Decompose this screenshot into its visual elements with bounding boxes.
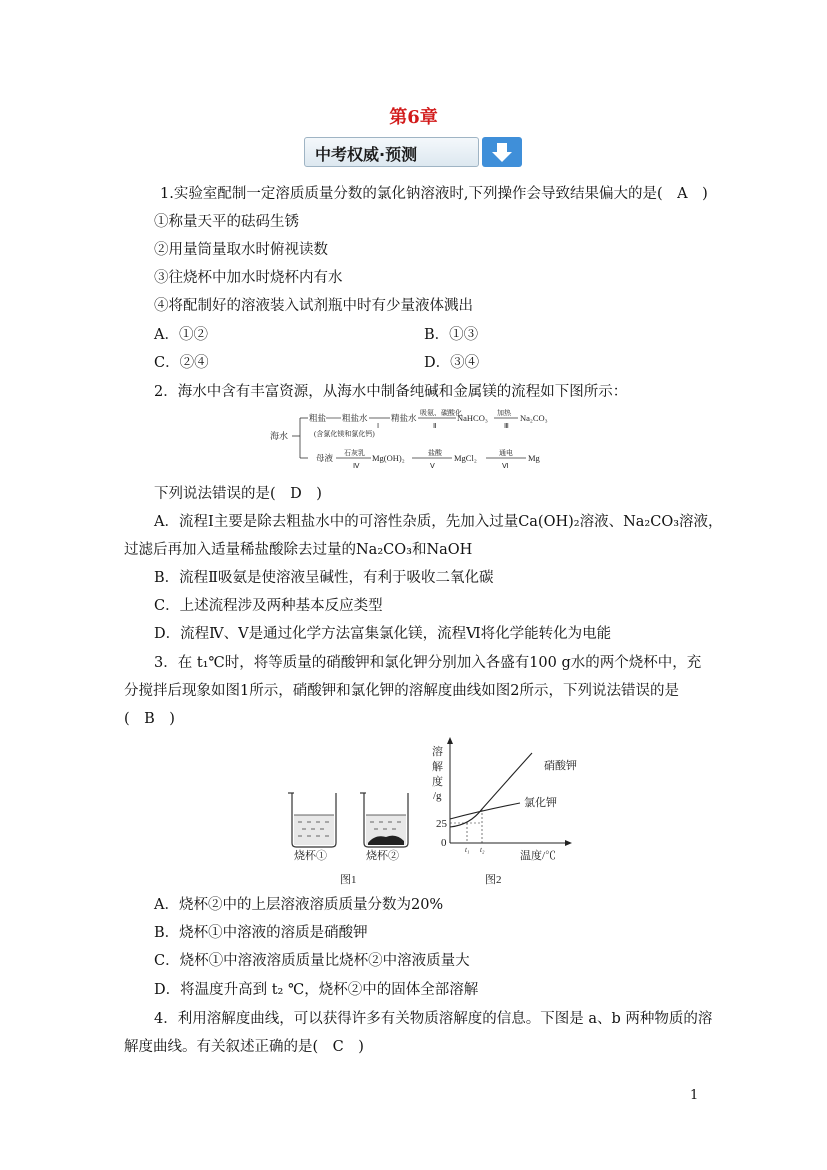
flow-mother-liquor: 母液 <box>316 453 334 463</box>
down-arrow-icon <box>482 137 522 167</box>
x-axis-label: 温度/℃ <box>520 850 557 862</box>
q2-option-c: C．上述流程涉及两种基本反应类型 <box>154 598 383 614</box>
beaker-2-label: 烧杯② <box>366 850 399 862</box>
q3-stem-3: ( B ) <box>124 711 175 727</box>
y-label-4: /g <box>433 790 442 802</box>
q1-option-c: C．②④ <box>154 355 209 371</box>
q3-figures <box>280 735 580 890</box>
flow-crude-salt: 粗盐 <box>309 413 327 423</box>
y-tick-25: 25 <box>436 818 447 830</box>
kcl-label: 氯化钾 <box>524 797 557 809</box>
q2-option-a-2: 过滤后再加入适量稀盐酸除去过量的Na₂CO₃和NaOH <box>124 542 473 558</box>
beaker-1-label: 烧杯① <box>294 850 327 862</box>
t2-label: t₂ <box>480 846 485 854</box>
flow-mg: Mg <box>528 453 540 463</box>
flow-step-1: Ⅰ <box>377 422 380 430</box>
q3-option-b: B．烧杯①中溶液的溶质是硝酸钾 <box>154 925 368 941</box>
flow-step-5: Ⅴ <box>430 462 435 470</box>
t1-label: t₁ <box>465 846 470 854</box>
q2-ask: 下列说法错误的是( D ) <box>154 486 322 502</box>
origin-label: 0 <box>441 837 447 849</box>
q3-option-d: D．将温度升高到 t₂ ℃，烧杯②中的固体全部溶解 <box>154 982 479 998</box>
page-number: 1 <box>690 1088 699 1103</box>
y-label-3: 度 <box>432 776 443 788</box>
flow-nahco3: NaHCO₃ <box>457 413 488 423</box>
q1-item-1: ①称量天平的砝码生锈 <box>154 214 299 230</box>
y-label-2: 解 <box>432 761 443 773</box>
q4-stem-1: 4．利用溶解度曲线，可以获得许多有关物质溶解度的信息。下图是 a、b 两种物质的溶 <box>154 1011 713 1027</box>
flow-step-4: Ⅳ <box>353 462 360 470</box>
kno3-label: 硝酸钾 <box>544 760 577 772</box>
q1-option-d: D．③④ <box>424 355 480 371</box>
flow-salt-water: 粗盐水 <box>342 413 368 423</box>
q2-option-a-1: A．流程Ⅰ主要是除去粗盐水中的可溶性杂质，先加入过量Ca(OH)₂溶液、Na₂CO₃溶液， <box>154 514 723 530</box>
section-banner <box>304 137 522 167</box>
flow-cond-heat: 加热 <box>497 409 511 417</box>
chapter-title: 第6章 <box>389 107 438 128</box>
q2-flow-diagram <box>268 408 568 474</box>
beaker-2 <box>360 793 408 847</box>
q3-stem-1: 3．在 t₁℃时，将等质量的硝酸钾和氯化钾分别加入各盛有100 g水的两个烧杯中，充 <box>154 655 702 671</box>
flow-mgoh2: Mg(OH)₂ <box>372 453 405 463</box>
flow-step-6: Ⅵ <box>502 462 509 470</box>
q1-option-a: A．①② <box>154 327 208 343</box>
fig1-caption: 图1 <box>340 874 357 886</box>
flow-cond-lime: 石灰乳 <box>344 449 365 457</box>
flow-step-3: Ⅲ <box>504 422 509 430</box>
flow-mgcl2: MgCl₂ <box>454 453 477 463</box>
fig2-caption: 图2 <box>485 874 502 886</box>
q2-stem: 2．海水中含有丰富资源，从海水中制备纯碱和金属镁的流程如下图所示： <box>154 384 628 400</box>
q1-item-3: ③往烧杯中加水时烧杯内有水 <box>154 270 343 286</box>
q3-stem-2: 分搅拌后现象如图1所示，硝酸钾和氯化钾的溶解度曲线如图2所示，下列说法错误的是 <box>124 683 679 699</box>
q1-stem: 1.实验室配制一定溶质质量分数的氯化钠溶液时,下列操作会导致结果偏大的是( A ) <box>160 186 708 202</box>
flow-start: 海水 <box>270 431 289 441</box>
y-label-1: 溶 <box>432 746 443 758</box>
flow-note: (含氯化镁和氯化钙) <box>314 430 375 438</box>
beaker-1 <box>288 793 336 847</box>
flow-pure-salt-water: 精盐水 <box>391 413 417 423</box>
banner-box <box>304 137 479 167</box>
q1-item-4: ④将配制好的溶液装入试剂瓶中时有少量液体溅出 <box>154 298 473 314</box>
q4-stem-2: 解度曲线。有关叙述正确的是( C ) <box>124 1039 364 1055</box>
flow-cond-ammonia: 吸氨、碳酸化 <box>420 409 462 417</box>
flow-step-2: Ⅱ <box>433 422 437 430</box>
q2-option-d: D．流程Ⅳ、Ⅴ是通过化学方法富集氯化镁，流程Ⅵ将化学能转化为电能 <box>154 626 612 642</box>
flow-cond-electric: 通电 <box>499 449 513 457</box>
q3-option-c: C．烧杯①中溶液溶质质量比烧杯②中溶液质量大 <box>154 953 470 969</box>
q1-item-2: ②用量筒量取水时俯视读数 <box>154 242 328 258</box>
solubility-graph <box>432 737 577 862</box>
q3-option-a: A．烧杯②中的上层溶液溶质质量分数为20% <box>154 897 444 913</box>
banner-text: 中考权威·预测 <box>315 145 418 164</box>
flow-cond-hcl: 盐酸 <box>428 449 442 457</box>
flow-na2co3: Na₂CO₃ <box>520 413 548 423</box>
q2-option-b: B．流程Ⅱ吸氨是使溶液呈碱性，有利于吸收二氧化碳 <box>154 570 494 586</box>
q1-option-b: B．①③ <box>424 327 479 343</box>
